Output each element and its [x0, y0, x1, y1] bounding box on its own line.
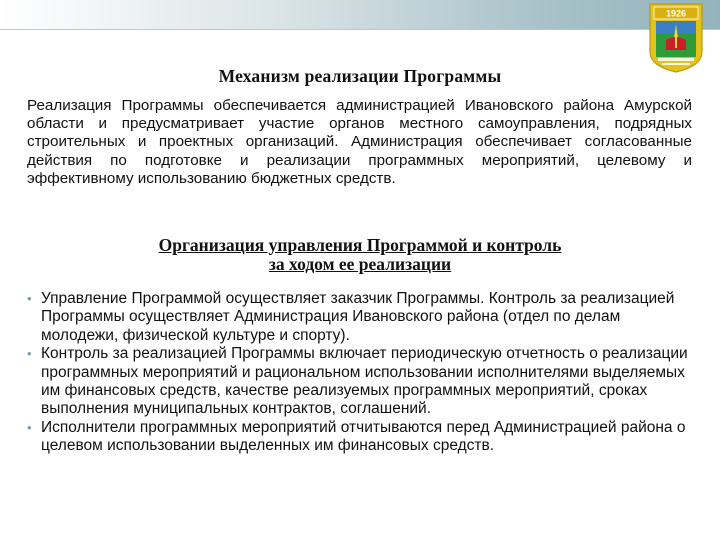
- list-item: • Исполнители программных мероприятий отчитываются перед Администрацией района о целевом использовании выделенных им финансовых средств.: [27, 419, 697, 456]
- header-divider: [0, 29, 720, 30]
- section-heading: [0, 236, 720, 274]
- section-heading-line-1: Организация управления Программой и контроль: [158, 235, 562, 255]
- section-heading-line-2: за ходом ее реализации: [268, 254, 452, 274]
- header-band: [0, 0, 720, 30]
- emblem-year: 1926: [665, 8, 687, 19]
- control-bullet-list: [27, 290, 697, 456]
- list-item: • Контроль за реализацией Программы включает периодическую отчетность о реализации программных мероприятий и рациональном использовании исполнителями выделяемых им финансовых средств, качестве реализуемых программных мероприятий, сроках выполнения муниципальных контрактов, соглашений.: [27, 345, 697, 419]
- list-item: • Управление Программой осуществляет заказчик Программы. Контроль за реализацией Программы осуществляет Администрация Ивановского района (отдел по делам молодежи, физической культуре и спорту).: [27, 290, 697, 345]
- coat-of-arms-emblem: [648, 2, 704, 74]
- page-title: Механизм реализации Программы: [218, 66, 502, 86]
- mechanism-paragraph: Реализация Программы обеспечивается администрацией Ивановского района Амурской области и предусматривает участие органов местного самоуправления, подрядных строительных и проектных организаций. Администрация обеспечивает согласованные действия по подготовке и реализации программных мероприятий, целевому и эффективному использованию бюджетных средств.: [27, 97, 692, 187]
